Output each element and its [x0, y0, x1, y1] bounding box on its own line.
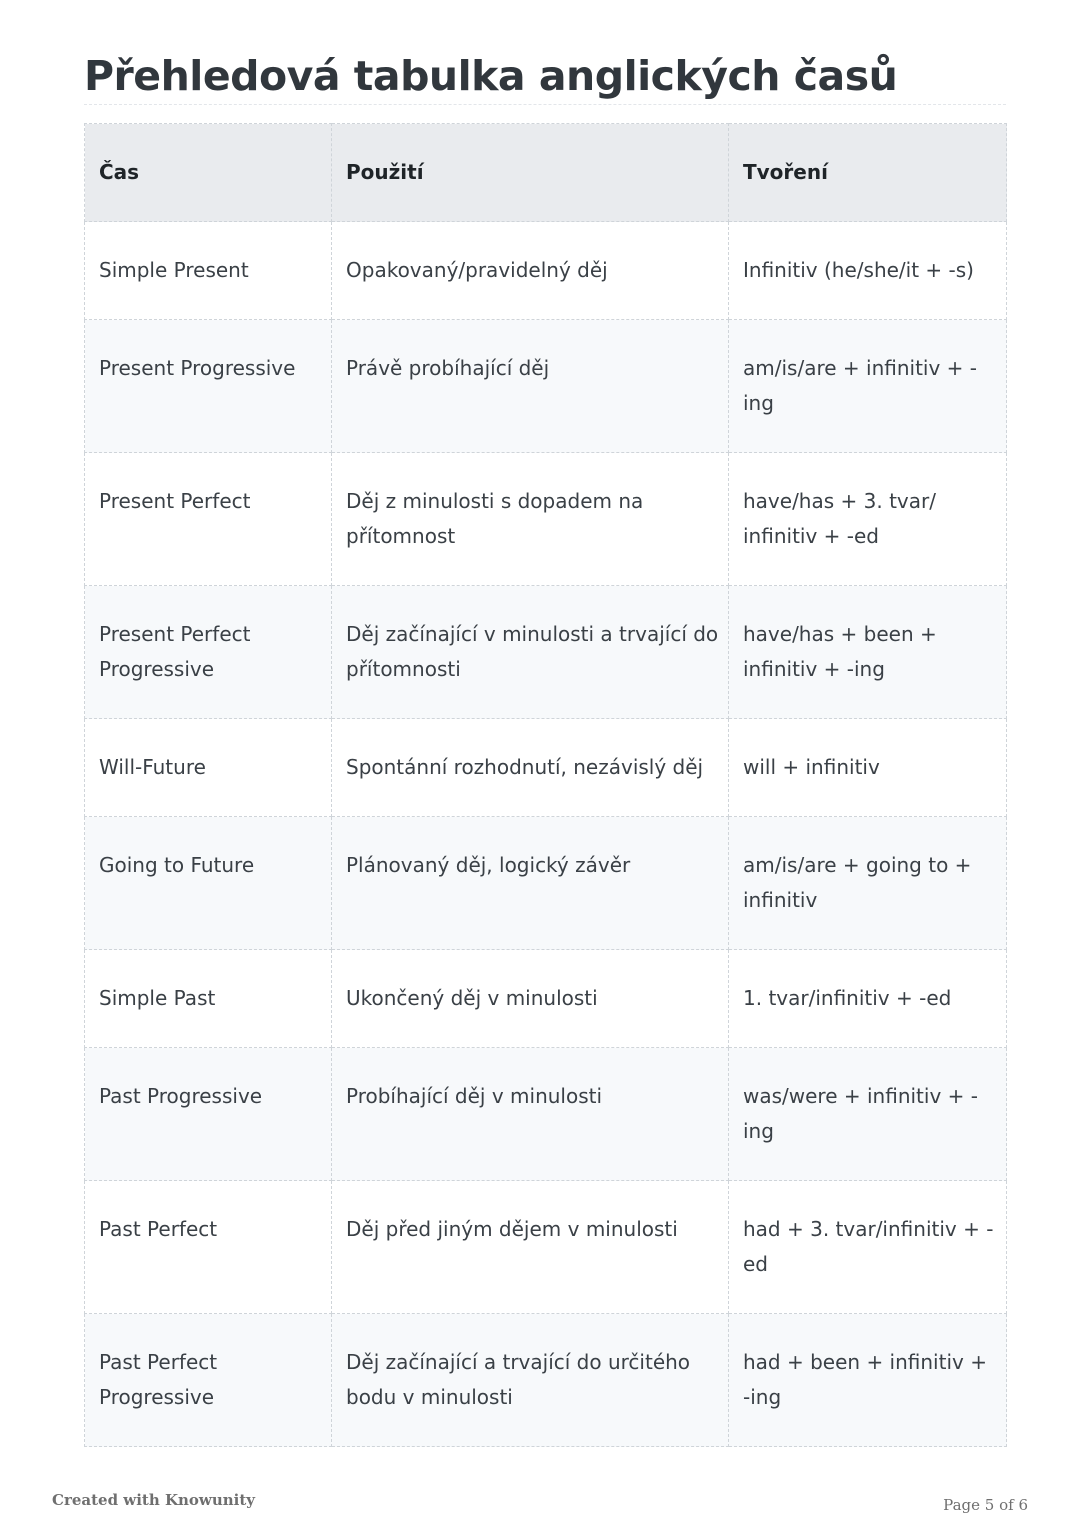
- usage-cell: Probíhající děj v minulosti: [332, 1048, 729, 1181]
- tense-cell: Going to Future: [85, 817, 332, 950]
- table-row: [85, 222, 1007, 320]
- tense-cell: Will-Future: [85, 719, 332, 817]
- table-row: [85, 1048, 1007, 1181]
- page-title: Přehledová tabulka anglických časů: [84, 52, 898, 100]
- formation-cell: Infinitiv (he/she/it + -s): [729, 222, 1007, 320]
- formation-cell: have/has + 3. tvar/ infinitiv + -ed: [729, 453, 1007, 586]
- formation-cell: am/is/are + going to + infinitiv: [729, 817, 1007, 950]
- usage-cell: Ukončený děj v minulosti: [332, 950, 729, 1048]
- usage-cell: Spontánní rozhodnutí, nezávislý děj: [332, 719, 729, 817]
- formation-cell: had + 3. tvar/infinitiv + -ed: [729, 1181, 1007, 1314]
- tense-cell: Present Progressive: [85, 320, 332, 453]
- tense-cell: Present Perfect: [85, 453, 332, 586]
- tense-cell: Past Perfect Progressive: [85, 1314, 332, 1447]
- title-divider: [84, 104, 1006, 105]
- formation-cell: am/is/are + infinitiv + -ing: [729, 320, 1007, 453]
- table-header-row: [85, 124, 1007, 222]
- formation-cell: had + been + infinitiv + -ing: [729, 1314, 1007, 1447]
- column-header-formation: Tvoření: [729, 124, 1007, 222]
- tense-cell: Present Perfect Progressive: [85, 586, 332, 719]
- page-number: Page 5 of 6: [943, 1496, 1028, 1514]
- table-row: [85, 1181, 1007, 1314]
- table-row: [85, 586, 1007, 719]
- formation-cell: 1. tvar/infinitiv + -ed: [729, 950, 1007, 1048]
- tense-cell: Simple Past: [85, 950, 332, 1048]
- tenses-table: [84, 123, 1007, 1447]
- usage-cell: Děj začínající a trvající do určitého bodu v minulosti: [332, 1314, 729, 1447]
- usage-cell: Opakovaný/pravidelný děj: [332, 222, 729, 320]
- column-header-tense: Čas: [85, 124, 332, 222]
- usage-cell: Plánovaný děj, logický závěr: [332, 817, 729, 950]
- usage-cell: Děj z minulosti s dopadem na přítomnost: [332, 453, 729, 586]
- tense-cell: Simple Present: [85, 222, 332, 320]
- usage-cell: Děj před jiným dějem v minulosti: [332, 1181, 729, 1314]
- formation-cell: will + infinitiv: [729, 719, 1007, 817]
- table-row: [85, 817, 1007, 950]
- formation-cell: was/were + infinitiv + -ing: [729, 1048, 1007, 1181]
- usage-cell: Děj začínající v minulosti a trvající do přítomnosti: [332, 586, 729, 719]
- table-row: [85, 1314, 1007, 1447]
- footer-credit: Created with Knowunity: [52, 1491, 255, 1509]
- table-row: [85, 453, 1007, 586]
- table-row: [85, 320, 1007, 453]
- tense-cell: Past Perfect: [85, 1181, 332, 1314]
- column-header-usage: Použití: [332, 124, 729, 222]
- usage-cell: Právě probíhající děj: [332, 320, 729, 453]
- table-row: [85, 719, 1007, 817]
- table-row: [85, 950, 1007, 1048]
- formation-cell: have/has + been + infinitiv + -ing: [729, 586, 1007, 719]
- tense-cell: Past Progressive: [85, 1048, 332, 1181]
